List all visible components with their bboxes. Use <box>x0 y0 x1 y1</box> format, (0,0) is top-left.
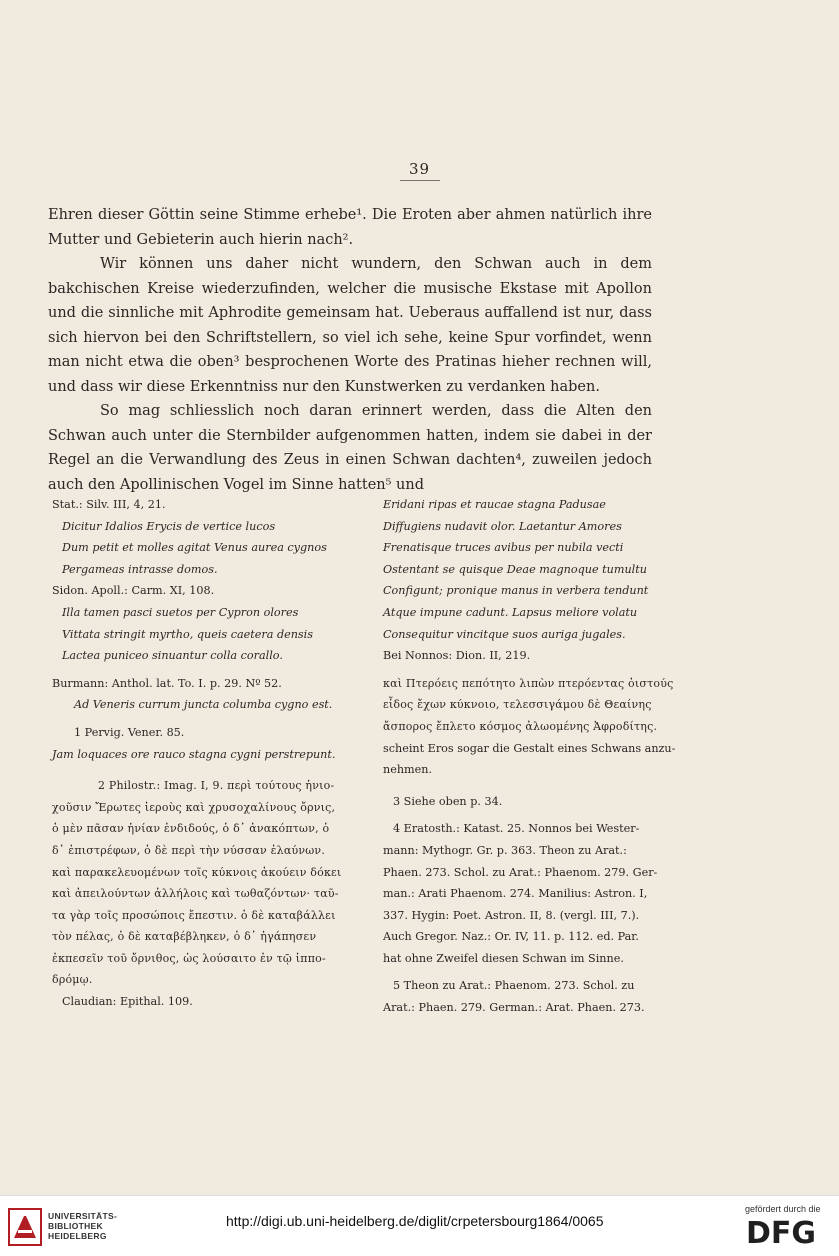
note-line: 337. Hygin: Poet. Astron. II, 8. (vergl. III, 7.). <box>383 908 640 922</box>
note-line: Bei Nonnos: Dion. II, 219. <box>383 649 531 663</box>
note-line: καὶ παρακελευομένων τοῖς κύκνοις ἀκούειν δόκει <box>52 865 342 879</box>
university-library-logo-icon[interactable] <box>8 1208 42 1246</box>
note-line: hat ohne Zweifel diesen Schwan im Sinne. <box>383 951 624 965</box>
note-line: Lactea puniceo sinuantur colla corallo. <box>62 649 283 663</box>
funding-label: gefördert durch die <box>745 1204 821 1214</box>
library-name <box>48 1211 117 1241</box>
note-line: ἄσπορος ἔπλετο κόσμος ἀλωομένης Ἀφροδίτης. <box>383 719 658 733</box>
footnote-5: 5 Theon zu Arat.: Phaenom. 273. Schol. zu <box>393 979 635 993</box>
footnote-1: 1 Pervig. Vener. 85. <box>74 725 185 739</box>
note-line: nehmen. <box>383 763 433 777</box>
note-line: δ᾽ ἐπιστρέφων, ὁ δὲ περὶ τὴν νύσσαν ἐλαύνων. <box>52 843 326 857</box>
note-line: χοῦσιν Ἔρωτες ἱεροὺς καὶ χρυσοχαλίνους ὄρνις, <box>52 800 336 814</box>
paragraph-3: So mag schliesslich noch daran erinnert werden, dass die Alten den Schwan auch unter die Sternbilder aufgenommen hatten, indem sie dabei in der Regel an die Verwandlung des Zeus in einen Schwan dachten⁴, zuweilen jedoch auch den Apollinischen Vogel im Sinne hatten⁵ und <box>48 403 652 493</box>
dfg-logo[interactable]: DFG <box>746 1216 817 1251</box>
note-line: Dicitur Idalios Erycis de vertice lucos <box>62 519 276 533</box>
note-line: Ad Veneris currum juncta columba cygno est. <box>74 698 333 712</box>
footnote-3: 3 Siehe oben p. 34. <box>393 794 503 808</box>
note-line: τα γὰρ τοῖς προσώποις ἔπεστιν. ὁ δὲ καταβάλλει <box>52 908 336 922</box>
note-line: καὶ Πτερόεις πεπότητο λιπὼν πτερόεντας ὀιστούς <box>383 676 674 690</box>
footnotes-left-column <box>52 494 352 1013</box>
note-line: man.: Arati Phaenom. 274. Manilius: Astron. I, <box>383 887 648 901</box>
note-line: τὸν πέλας, ὁ δὲ καταβέβληκεν, ὁ δ᾽ ἠγάπησεν <box>52 930 317 944</box>
note-line: Consequitur vincitque suos auriga jugales. <box>383 627 626 641</box>
library-name-line: BIBLIOTHEK <box>48 1221 103 1231</box>
library-name-line: UNIVERSITÄTS- <box>48 1211 118 1221</box>
note-line: καὶ ἀπειλούντων ἀλλήλοις καὶ τωθαζόντων· ταῦ- <box>52 887 339 901</box>
note-line: scheint Eros sogar die Gestalt eines Schwans anzu- <box>383 741 676 755</box>
note-line: Phaen. 273. Schol. zu Arat.: Phaenom. 279. Ger- <box>383 865 658 879</box>
note-line: mann: Mythogr. Gr. p. 363. Theon zu Arat.: <box>383 843 627 857</box>
note-line: Stat.: Silv. III, 4, 21. <box>52 498 166 511</box>
note-line: Jam loquaces ore rauco stagna cygni perstrepunt. <box>52 747 336 761</box>
paragraph-1: Ehren dieser Göttin seine Stimme erhebe¹. Die Eroten aber ahmen natürlich ihre Mutter und Gebieterin auch hierin nach². <box>48 207 652 248</box>
footnotes-right-column <box>383 494 683 1019</box>
note-line: Ostentant se quisque Deae magnoque tumultu <box>383 562 647 576</box>
footnote-2: 2 Philostr.: Imag. I, 9. περὶ τούτους ἡνιο- <box>98 779 335 793</box>
paragraph-2: Wir können uns daher nicht wundern, den Schwan auch in dem bakchischen Kreise wiederzufinden, welcher die musische Ekstase mit Apollon und die sinnliche mit Aphrodite gemeinsam hat. Ueberaus auffallend ist nur, dass sich hiervon bei den Schriftstellern, so viel ich sehe, keine Spur vorfindet, wenn man nicht etwa die oben³ besprochenen Worte des Pratinas hieher rechnen will, und dass wir diese Erkenntniss nur den Kunstwerken zu verdanken haben. <box>48 256 652 395</box>
page-number-ornament <box>400 180 440 182</box>
note-line: Eridani ripas et raucae stagna Padusae <box>383 498 606 511</box>
note-line: Claudian: Epithal. 109. <box>62 995 193 1009</box>
note-line: Configunt; pronique manus in verbera tendunt <box>383 584 649 598</box>
note-line: Frenatisque truces avibus per nubila vecti <box>383 541 624 555</box>
note-line: Sidon. Apoll.: Carm. XI, 108. <box>52 584 215 598</box>
note-line: Vittata stringit myrtho, queis caetera densis <box>62 627 313 641</box>
note-line: δρόμῳ. <box>52 973 93 987</box>
note-line: Dum petit et molles agitat Venus aurea cygnos <box>62 541 327 555</box>
main-text <box>48 203 652 497</box>
footer-bar <box>0 1195 839 1256</box>
note-line: Auch Gregor. Naz.: Or. IV, 11. p. 112. ed. Par. <box>383 930 639 944</box>
note-line: εἶδος ἔχων κύκνοιο, τελεσσιγάμου δὲ Θεαίνης <box>383 698 652 712</box>
permalink-url[interactable]: http://digi.ub.uni-heidelberg.de/diglit/crpetersbourg1864/0065 <box>226 1213 604 1229</box>
note-line: Illa tamen pasci suetos per Cypron olores <box>62 605 299 619</box>
note-line: ἐκπεσεῖν τοῦ ὄρνιθος, ὡς λούσαιτο ἐν τῷ ἱππο- <box>52 951 326 965</box>
note-line: Pergameas intrasse domos. <box>62 562 218 576</box>
note-line: Arat.: Phaen. 279. German.: Arat. Phaen. 273. <box>383 1001 645 1015</box>
page-number: 39 <box>408 160 431 178</box>
footnote-4: 4 Eratosth.: Katast. 25. Nonnos bei Wester- <box>393 822 640 836</box>
note-line: Diffugiens nudavit olor. Laetantur Amores <box>383 519 622 533</box>
note-line: Atque impune cadunt. Lapsus meliore volatu <box>383 605 638 619</box>
note-line: Burmann: Anthol. lat. To. I. p. 29. Nº 52. <box>52 676 282 690</box>
library-name-line: HEIDELBERG <box>48 1231 107 1241</box>
note-line: ὁ μὲν πᾶσαν ἡνίαν ἐνδιδούς, ὁ δ᾽ ἀνακόπτων, ὁ <box>52 822 330 836</box>
